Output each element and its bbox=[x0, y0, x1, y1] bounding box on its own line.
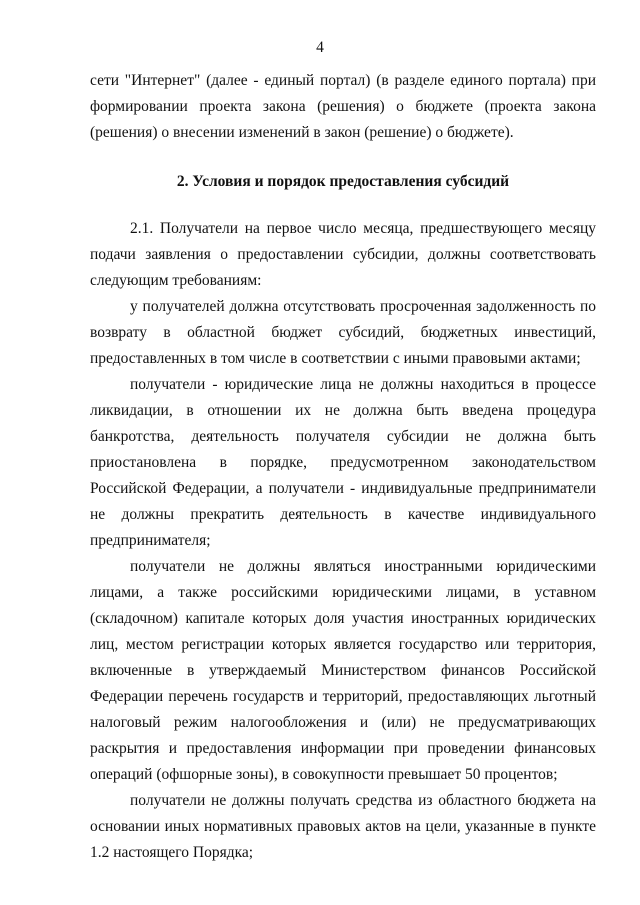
intro-paragraph: сети "Интернет" (далее - единый портал) (в разделе единого портала) при формировании проекта закона (решения) о бюджете (проекта закона (решения) о внесении изменений в закон (решение) о бюджете). bbox=[90, 72, 596, 141]
paragraph-no-other-funds: получатели не должны получать средства из областного бюджета на основании иных нормативных правовых актов на цели, указанные в пункте 1.2 настоящего Порядка; bbox=[90, 792, 596, 861]
document-body bbox=[90, 68, 596, 866]
page-number: 4 bbox=[316, 39, 324, 56]
section-heading: 2. Условия и порядок предоставления субсидий bbox=[176, 173, 510, 190]
paragraph-no-liquidation: получатели - юридические лица не должны находиться в процессе ликвидации, в отношении их не должна быть введена процедура банкротства, деятельность получателя субсидии не должна быть приостановлена в порядке, предусмотренном законодательством Российской Федерации, а получатели - индивидуальные предприниматели не должны прекратить деятельность в качестве индивидуального предпринимателя; bbox=[90, 376, 596, 549]
paragraph-no-foreign-entities: получатели не должны являться иностранными юридическими лицами, а также российскими юридическими лицами, в уставном (складочном) капитале которых доля участия иностранных юридических лиц, местом регистрации которых является государство или территория, включенные в утверждаемый Министерством финансов Российской Федерации перечень государств и территорий, предоставляющих льготный налоговый режим налогообложения и (или) не предусматривающих раскрытия и предоставления информации при проведении финансовых операций (офшорные зоны), в совокупности превышает 50 процентов; bbox=[90, 558, 596, 783]
paragraph-requirements-intro: 2.1. Получатели на первое число месяца, предшествующего месяцу подачи заявления о предоставлении субсидии, должны соответствовать следующим требованиям: bbox=[90, 220, 596, 289]
paragraph-no-debt: у получателей должна отсутствовать просроченная задолженность по возврату в областной бюджет субсидий, бюджетных инвестиций, предоставленных в том числе в соответствии с иными правовыми актами; bbox=[90, 298, 596, 367]
